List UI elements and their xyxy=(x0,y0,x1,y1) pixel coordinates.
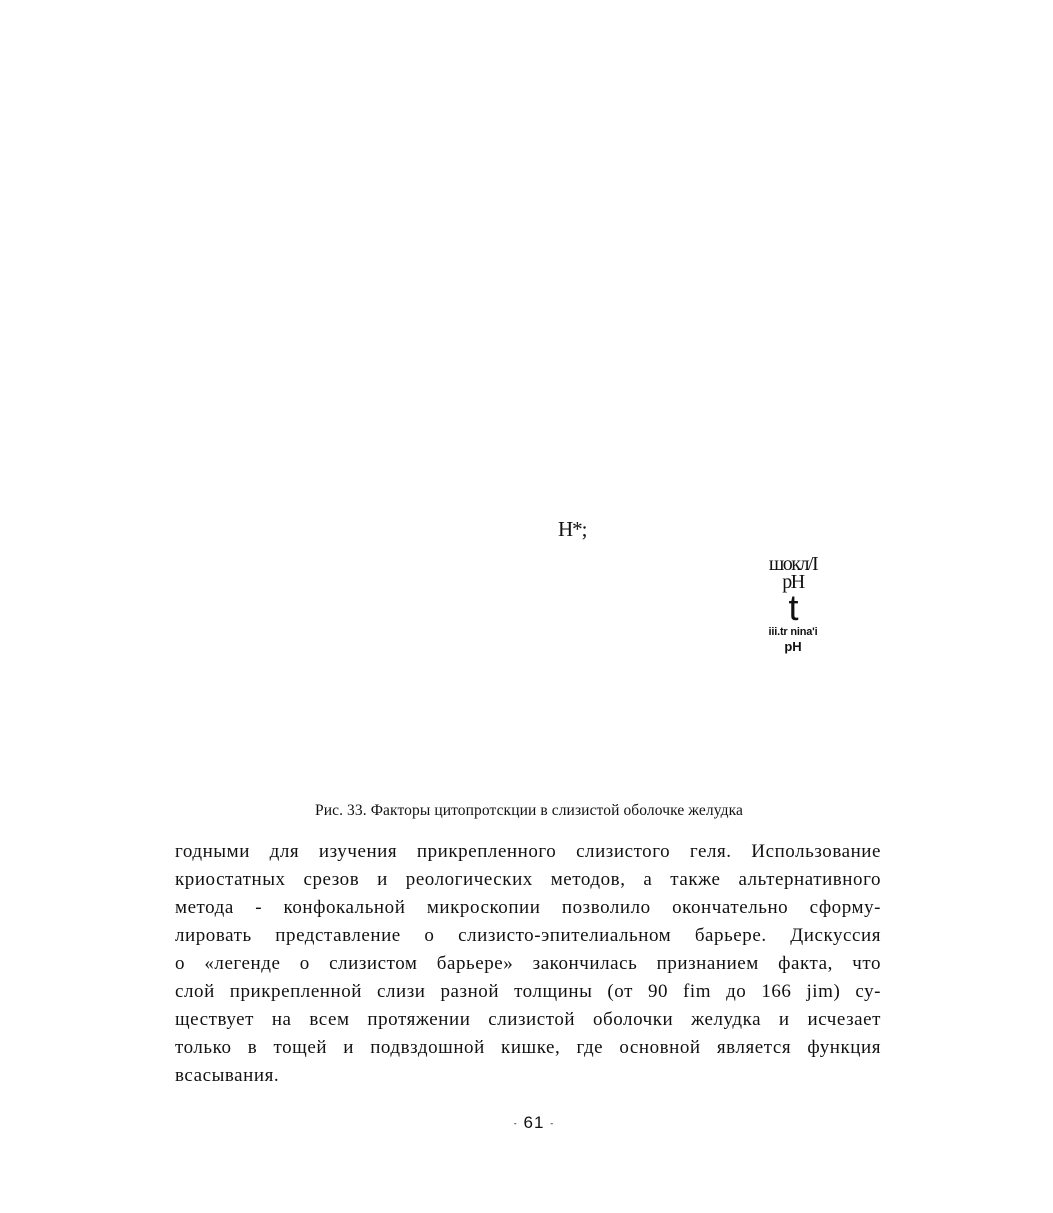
body-line: только в тощей и подвздошной кишке, где основной является функция xyxy=(175,1037,881,1058)
page-number-dash-right: - xyxy=(550,1118,555,1129)
body-line: метода - конфокальной микроскопии позволило окончательно сформу- xyxy=(175,897,881,918)
body-line: лировать представление о слизисто-эпителиальном барьере. Дискуссия xyxy=(175,925,881,946)
figure-label-line5: pH xyxy=(784,639,802,654)
figure-label-group xyxy=(748,555,838,655)
page-number xyxy=(0,1113,1053,1133)
body-line: ществует на всем протяжении слизистой оболочки желудка и исчезает xyxy=(175,1009,881,1030)
figure-label-line3: t xyxy=(788,587,798,628)
figure-label-line4: iii.tr nina'i xyxy=(768,626,818,638)
body-line: криостатных срезов и реологических методов, а также альтернативного xyxy=(175,869,881,890)
figure-caption: Рис. 33. Факторы цитопротскции в слизистой оболочке желудка xyxy=(315,802,743,819)
figure-label-line2: pH xyxy=(782,571,804,593)
body-line: о «легенде о слизистом барьере» закончилась признанием факта, что xyxy=(175,953,881,974)
figure-label-h: H*; xyxy=(558,517,587,541)
body-paragraph xyxy=(175,838,881,1090)
page-number-value: 61 xyxy=(523,1113,545,1132)
body-line: всасывания. xyxy=(175,1065,280,1086)
body-line: слой прикрепленной слизи разной толщины (от 90 fim до 166 jim) су- xyxy=(175,981,881,1002)
page-number-dash-left: - xyxy=(513,1118,518,1129)
body-line: годными для изучения прикрепленного слизистого геля. Использование xyxy=(175,841,881,862)
figure-label-line1: шокл/I xyxy=(768,553,818,575)
